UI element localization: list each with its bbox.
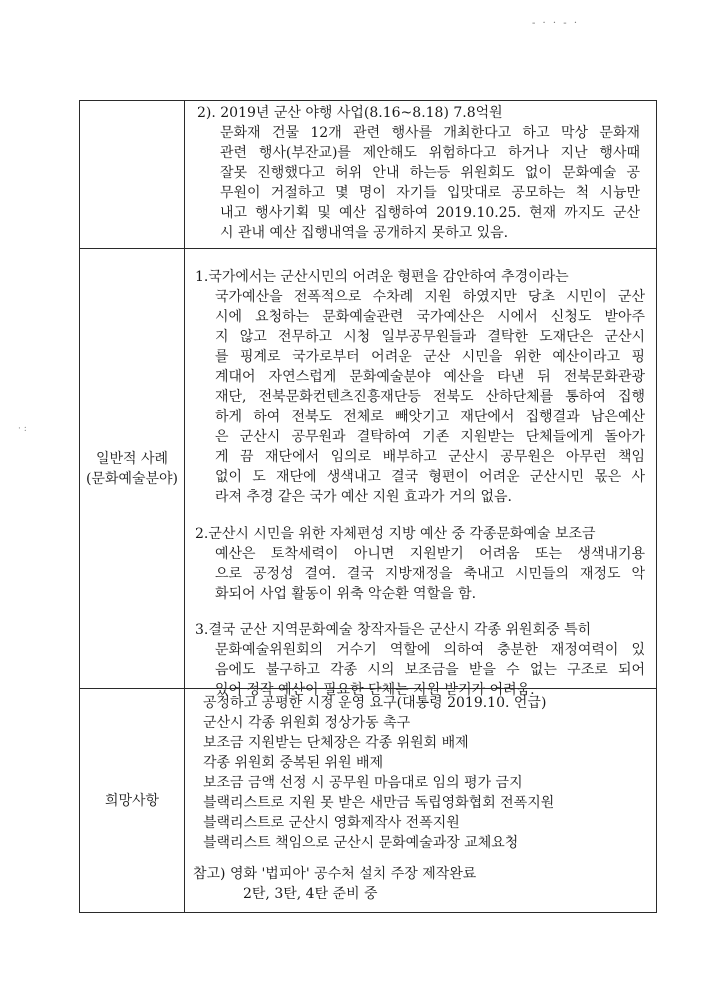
text-line: 라져 추경 같은 국가 예산 지원 효과가 거의 없음. [215,489,513,505]
text-line: 무원이 거절하고 몇 명이 자기들 입맛대로 공모하는 척 시늉만 [220,185,640,201]
text-line: 은 군산시 공무원과 결탁하여 기존 지원받는 단체들에게 돌아가 [215,429,645,445]
row-content-cell [185,689,656,913]
row-content-cell [185,101,656,248]
row-label-cell [80,101,185,248]
numbered-item: 3.결국 군산 지역문화예술 창작자들은 군산시 각종 위원회중 특히 [195,622,592,638]
text-line: 잘못 진행했다고 허위 안내 하는등 위원회도 없이 문화예술 공 [220,165,640,181]
text-line: 시 관내 예산 집행내역을 공개하지 못하고 있음. [220,225,509,241]
text-line: 없이 도 재단에 생색내고 결국 형편이 어려운 군산시민 몫은 사 [215,469,645,485]
text-line: 하게 하여 전북도 전체로 빼앗기고 재단에서 집행결과 남은예산 [215,409,645,425]
scan-side-mark: · : [18,424,27,434]
table-row [80,688,656,913]
table-row [80,248,656,698]
document-table [79,100,657,913]
row-label-cell [80,689,185,913]
section-heading: 2). 2019년 군산 야행 사업(8.16~8.18) 7.8억원 [197,105,503,121]
row-content-cell [185,249,656,698]
text-line: 게 끔 재단에서 임의로 배부하고 군산시 공무원은 아무런 책임 [215,449,645,465]
text-line: 문화재 건물 12개 관련 행사를 개최한다고 하고 막상 문화재 [220,125,640,141]
text-line: 관련 행사(부잔교)를 제안해도 위험하다고 하거나 지난 행사때 [220,145,640,161]
list-item: 블랙리스트로 군산시 영화제작사 전폭지원 [203,815,460,831]
numbered-item: 2.군산시 시민을 위한 자체편성 지방 예산 중 각종문화예술 보조금 [195,526,596,542]
reference-note-sub: 2탄, 3탄, 4탄 준비 중 [243,886,378,902]
text-line: 계대어 자연스럽게 문화예술분야 예산을 타낸 뒤 전북문화관광 [215,369,645,385]
list-item: 블랙리스트로 지원 못 받은 새만금 독립영화협회 전폭지원 [203,795,555,811]
numbered-item: 1.국가에서는 군산시민의 어려운 형편을 감안하여 추경이라는 [195,269,569,285]
reference-note: 참고) 영화 '법피아' 공수처 설치 주장 제작완료 [193,866,477,882]
list-item: 보조금 금액 선정 시 공무원 마음대로 임의 평가 금지 [203,775,523,791]
text-line: 지 않고 전무하고 시청 일부공무원들과 결탁한 도재단은 군산시 [215,329,645,345]
text-line: 를 핑계로 국가로부터 어려운 군산 시민을 위한 예산이라고 핑 [215,349,645,365]
list-item: 블랙리스트 책임으로 군산시 문화예술과장 교체요청 [203,835,519,851]
text-line: 시에 요청하는 문화예술관련 국가예산은 시에서 신청도 받아주 [215,309,645,325]
text-line: 으로 공정성 결여. 결국 지방재정을 축내고 시민들의 재정도 악 [215,566,645,582]
row-label: 희망사항 [104,793,160,809]
list-item: 각종 위원회 중복된 위원 배제 [203,755,384,771]
text-line: 예산은 토착세력이 아니면 지원받기 어려움 또는 생색내기용 [215,546,645,562]
text-line: 문화예술위원회의 거수기 역할에 의하여 충분한 재정여력이 있 [215,642,645,658]
list-item: 공정하고 공평한 시정 운영 요구(대통령 2019.10. 언급) [203,695,547,711]
text-line: 재단, 전북문화컨텐츠진흥재단등 전북도 산하단체를 통하여 집행 [215,389,645,405]
row-label-sub: (문화예술분야) [85,471,179,487]
list-item: 군산시 각종 위원회 정상가동 촉구 [203,715,411,731]
row-label: 일반적 사례 [95,451,169,467]
text-line: 국가예산을 전폭적으로 수차례 지원 하였지만 당초 시민이 군산 [215,289,645,305]
table-row [80,101,656,248]
text-line: 음에도 불구하고 각종 시의 보조금을 받을 수 없는 구조로 되어 [215,662,645,678]
scan-corner-mark: - · · - · [532,18,580,29]
list-item: 보조금 지원받는 단체장은 각종 위원회 배제 [203,735,469,751]
text-line: 화되어 사업 활동이 위축 악순환 역할을 함. [215,586,477,602]
row-label-cell [80,249,185,689]
text-line: 있어 정작 예산이 필요한 단체는 지원 받기가 어려움. [215,682,535,698]
text-line: 내고 행사기획 및 예산 집행하여 2019.10.25. 현재 까지도 군산 [220,205,640,221]
